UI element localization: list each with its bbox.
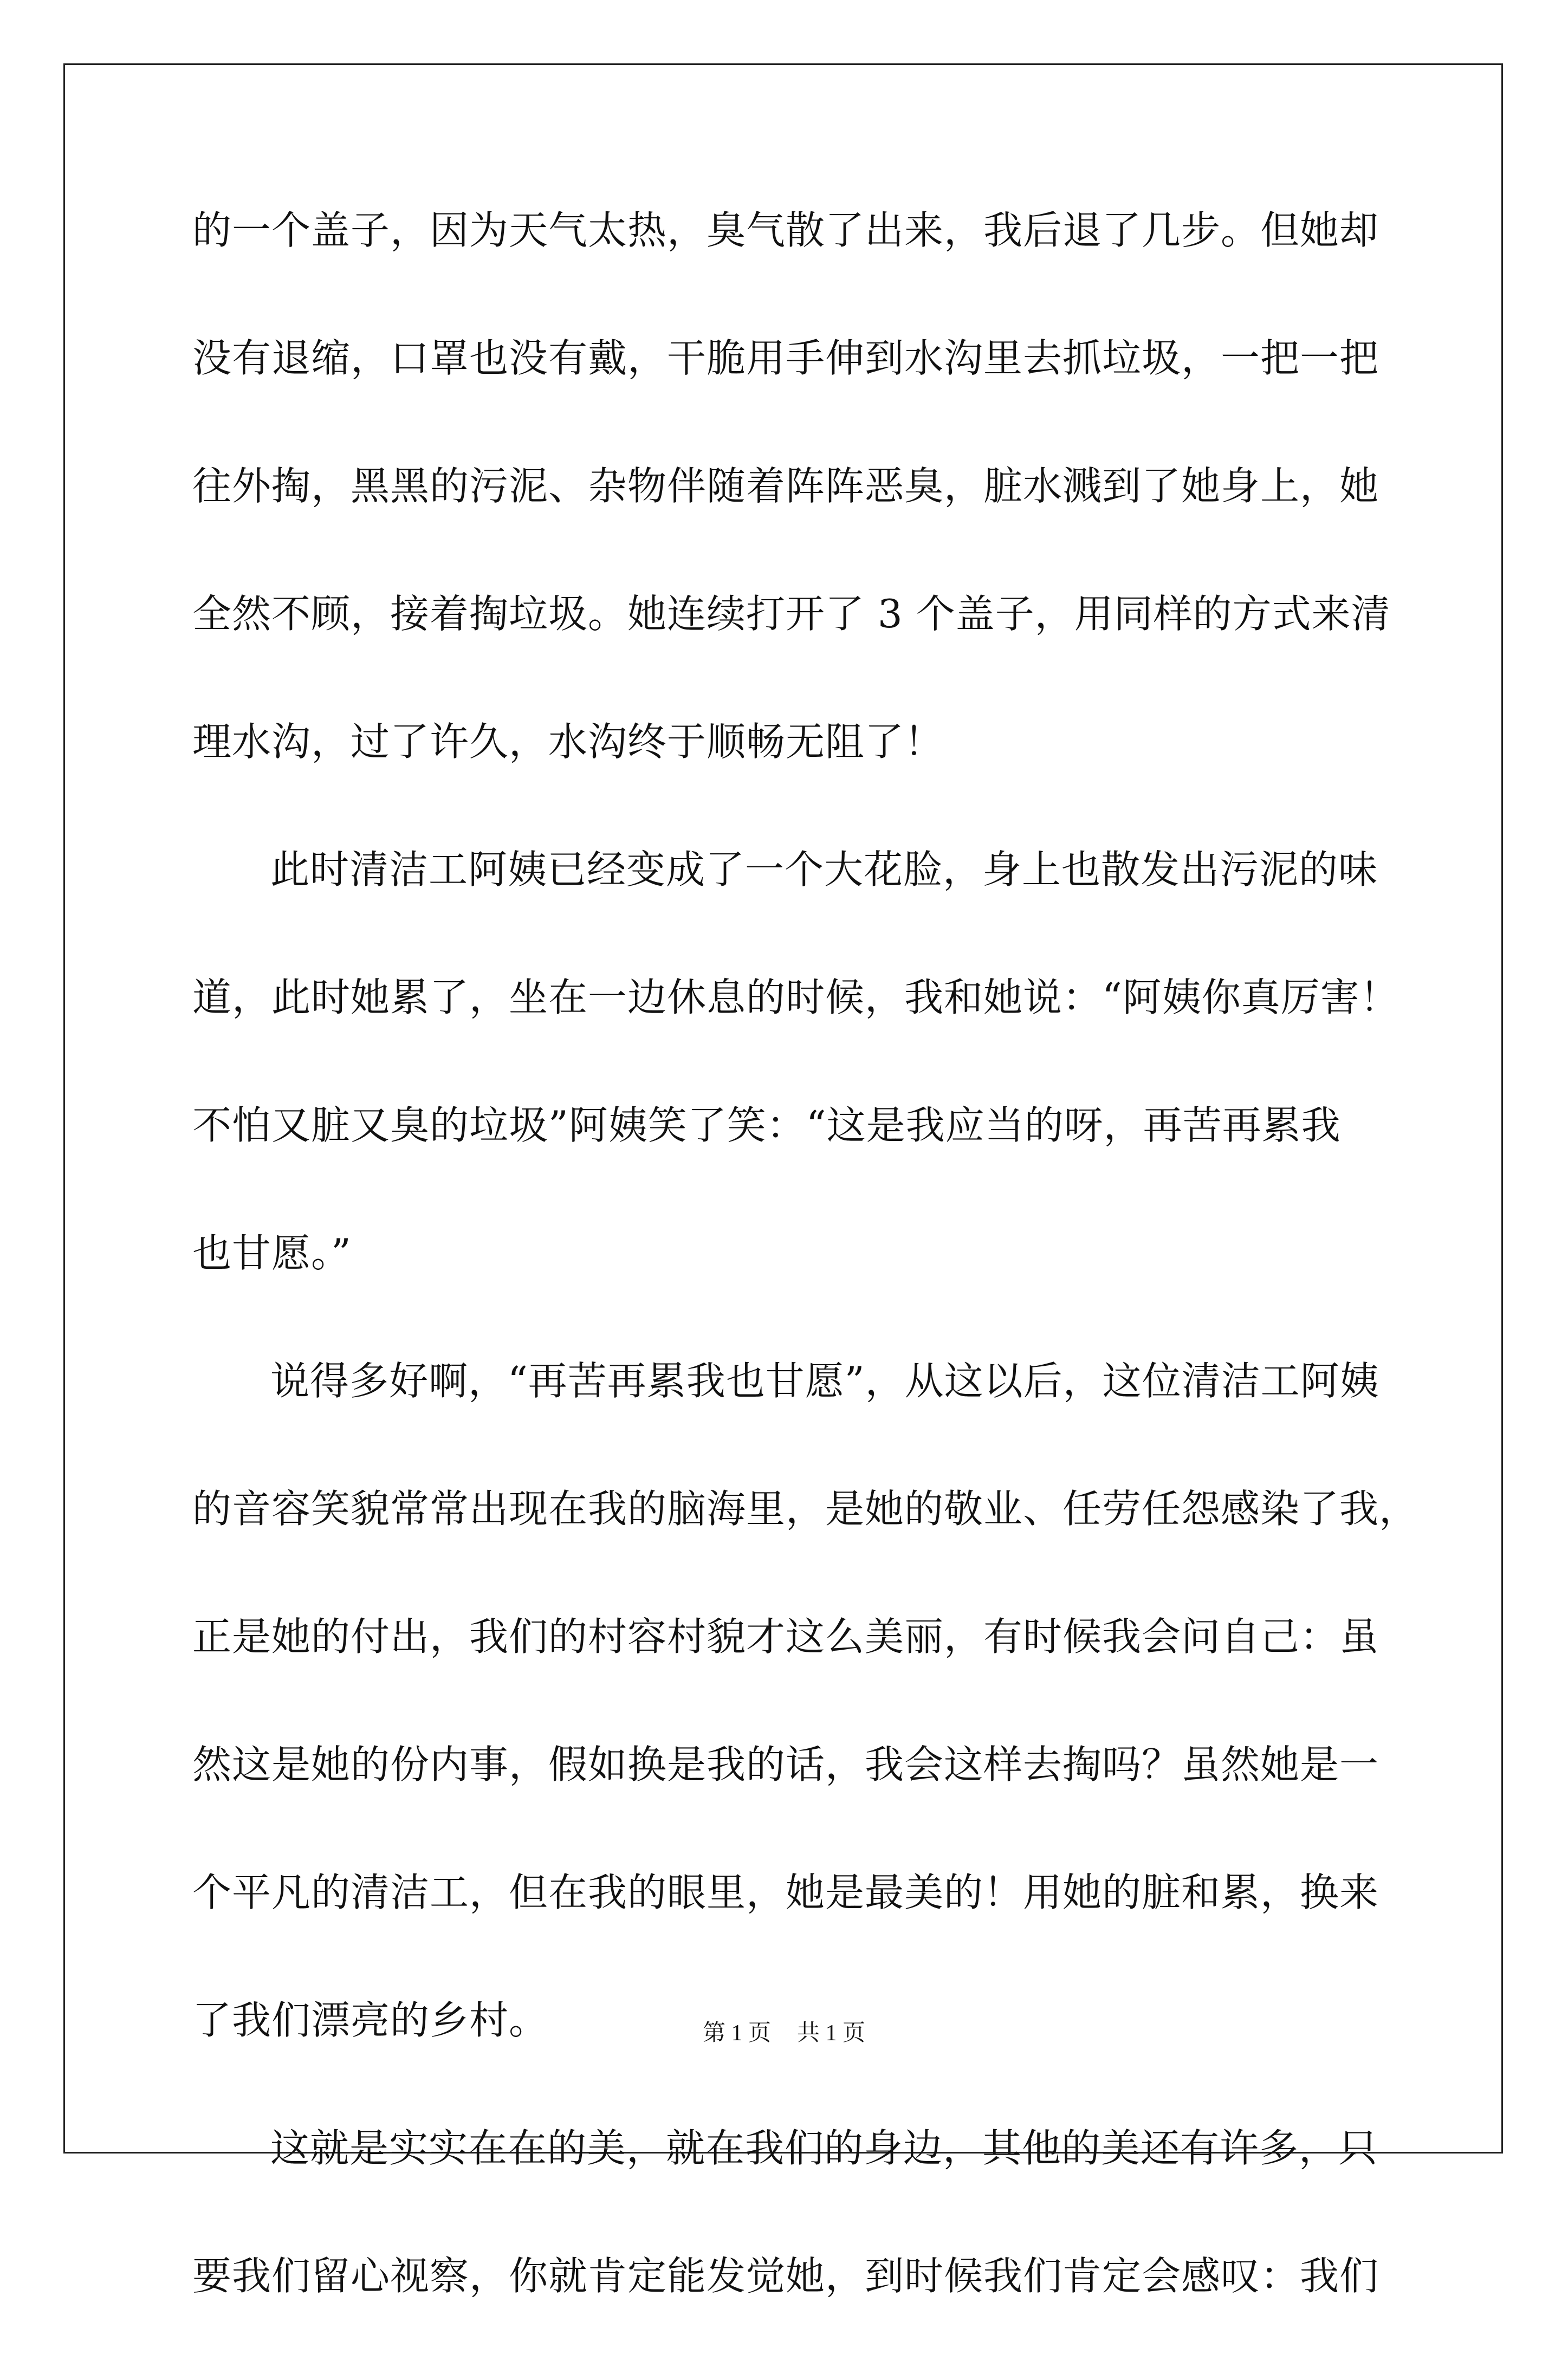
- page-total: 共 1 页: [797, 2021, 866, 2046]
- text-line-1: 的一个盖子，因为天气太热，臭气散了出来，我后退了几步。但她却: [192, 207, 1379, 253]
- text-line-11: 的音容笑貌常常出现在我的脑海里，是她的敬业、任劳任怨感染了我，: [192, 1486, 1419, 1532]
- text-line-4: 全然不顾，接着掏垃圾。她连续打开了 3 个盖子，用同样的方式来清: [192, 591, 1391, 637]
- text-line-9: 也甘愿。”: [192, 1230, 352, 1276]
- text-line-17: 要我们留心视察，你就肯定能发觉她，到时候我们肯定会感叹：我们: [192, 2253, 1379, 2299]
- page-footer: [0, 2020, 1568, 2047]
- text-line-10: 说得多好啊，“再苦再累我也甘愿”，从这以后，这位清洁工阿姨: [270, 1358, 1379, 1404]
- text-line-16: 这就是实实在在的美，就在我们的身边，其他的美还有许多，只: [270, 2125, 1378, 2171]
- text-line-8: 不怕又脏又臭的垃圾”阿姨笑了笑：“这是我应当的呀，再苦再累我: [192, 1102, 1341, 1148]
- text-line-5: 理水沟，过了许久，水沟终于顺畅无阻了！: [192, 719, 944, 764]
- text-line-2: 没有退缩，口罩也没有戴，干脆用手伸到水沟里去抓垃圾，一把一把: [192, 335, 1379, 381]
- document-body: [192, 200, 1419, 2374]
- text-line-7: 道，此时她累了，坐在一边休息的时候，我和她说：“阿姨你真厉害！: [192, 975, 1399, 1020]
- text-line-13: 然这是她的份内事，假如换是我的话，我会这样去掏吗？虽然她是一: [192, 1742, 1379, 1787]
- text-line-12: 正是她的付出，我们的村容村貌才这么美丽，有时候我会问自己：虽: [192, 1614, 1379, 1659]
- text-line-6: 此时清洁工阿姨已经变成了一个大花脸，身上也散发出污泥的味: [270, 847, 1378, 892]
- page-number: 第 1 页: [702, 2021, 771, 2046]
- text-line-15: 了我们漂亮的乡村。: [192, 1997, 549, 2043]
- text-line-14: 个平凡的清洁工，但在我的眼里，她是最美的！用她的脏和累，换来: [192, 1870, 1379, 1915]
- text-line-3: 往外掏，黑黑的污泥、杂物伴随着阵阵恶臭，脏水溅到了她身上，她: [192, 463, 1379, 509]
